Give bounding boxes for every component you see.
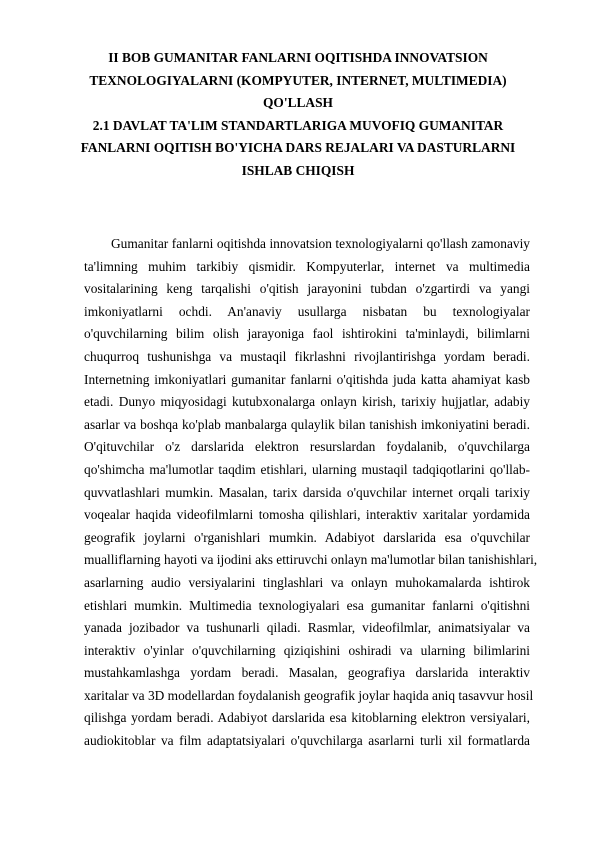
paragraph-line: Internetning imkoniyatlari gumanitar fanlarni o'qitishda juda katta ahamiyat kasb <box>84 371 530 387</box>
paragraph-line: etadi. Dunyo miqyosidagi kutubxonalarga onlayn kirish, tarixiy hujjatlar, adabiy <box>84 394 530 410</box>
paragraph-line: interaktiv o'yinlar o'quvchilarning qiziqishini oshiradi va ularning bilimlarini <box>84 642 530 658</box>
paragraph-line: asarlar va boshqa ko'plab manbalarga qulaylik bilan tanishish imkoniyatini beradi. <box>84 416 530 432</box>
chapter-heading <box>60 47 536 183</box>
section-heading-line: 2.1 DAVLAT TA'LIM STANDARTLARIGA MUVOFIQ GUMANITAR <box>92 117 504 133</box>
paragraph-line: o'quvchilarning bilim olish jarayoniga faol ishtirokini ta'minlaydi, bilimlarni <box>84 326 530 342</box>
heading-line: QO'LLASH <box>263 95 333 111</box>
paragraph-line: ta'limning muhim tarkibiy qismidir. Kompyuterlar, internet va multimedia <box>84 258 530 274</box>
paragraph-line: geografik joylarni o'rganishlari mumkin. Adabiyot darslarida esa o'quvchilar <box>84 529 530 545</box>
paragraph-line: xaritalar va 3D modellardan foydalanish geografik joylar haqida aniq tasavvur hosil <box>84 687 534 703</box>
paragraph-line: chuqurroq tushunishga va mustaqil fikrlashni rivojlantirishga yordam beradi. <box>84 348 530 364</box>
paragraph-line: yanada jozibador va tushunarli qiladi. Rasmlar, videofilmlar, animatsiyalar va <box>84 620 530 636</box>
paragraph-line: voqealar haqida videofilmlarni tomosha qilishlari, interaktiv xaritalar yordamida <box>84 507 530 523</box>
paragraph-line: qilishga yordam beradi. Adabiyot darslarida esa kitoblarning elektron versiyalari, <box>84 710 530 726</box>
heading-line: II BOB GUMANITAR FANLARNI OQITISHDA INNOVATSION <box>108 50 488 65</box>
paragraph-line: mustahkamlashga yordam beradi. Masalan, geografiya darslarida interaktiv <box>84 665 530 681</box>
paragraph-line: vositalarining keng tarqalishi o'qitish jarayonini tubdan o'zgartirdi va yangi <box>84 281 530 297</box>
paragraph-line: quvvatlashlari mumkin. Masalan, tarix darsida o'quvchilar internet orqali tarixiy <box>84 484 530 500</box>
paragraph-line: qo'shimcha ma'lumotlar taqdim etishlari, ularning mustaqil tadqiqotlarini qo'llab- <box>84 461 530 477</box>
heading-line: TEXNOLOGIYALARNI (KOMPYUTER, INTERNET, MULTIMEDIA) <box>89 72 507 88</box>
body-paragraph <box>84 233 538 753</box>
section-heading-line: FANLARNI OQITISH BO'YICHA DARS REJALARI VA DASTURLARNI <box>80 140 516 156</box>
paragraph-line: asarlarning audio versiyalarini tinglashlari va onlayn muhokamalarda ishtirok <box>84 574 530 590</box>
section-heading-line: ISHLAB CHIQISH <box>241 162 355 178</box>
paragraph-line: O'qituvchilar o'z darslarida elektron resurslardan foydalanib, o'quvchilarga <box>84 439 530 455</box>
paragraph-line: Gumanitar fanlarni oqitishda innovatsion texnologiyalarni qo'llash zamonaviy <box>111 236 530 251</box>
paragraph-line: etishlari mumkin. Multimedia texnologiyalari esa gumanitar fanlarni o'qitishni <box>84 597 530 613</box>
paragraph-line: mualliflarning hayoti va ijodini aks ettiruvchi onlayn ma'lumotlar bilan tanishishlari, <box>84 552 538 568</box>
paragraph-line: imkoniyatlarni ochdi. An'anaviy usullarga nisbatan bu texnologiyalar <box>84 303 530 319</box>
paragraph-line: audiokitoblar va film adaptatsiyalari o'quvchilarga asarlarni turli xil formatlarda <box>84 733 530 749</box>
